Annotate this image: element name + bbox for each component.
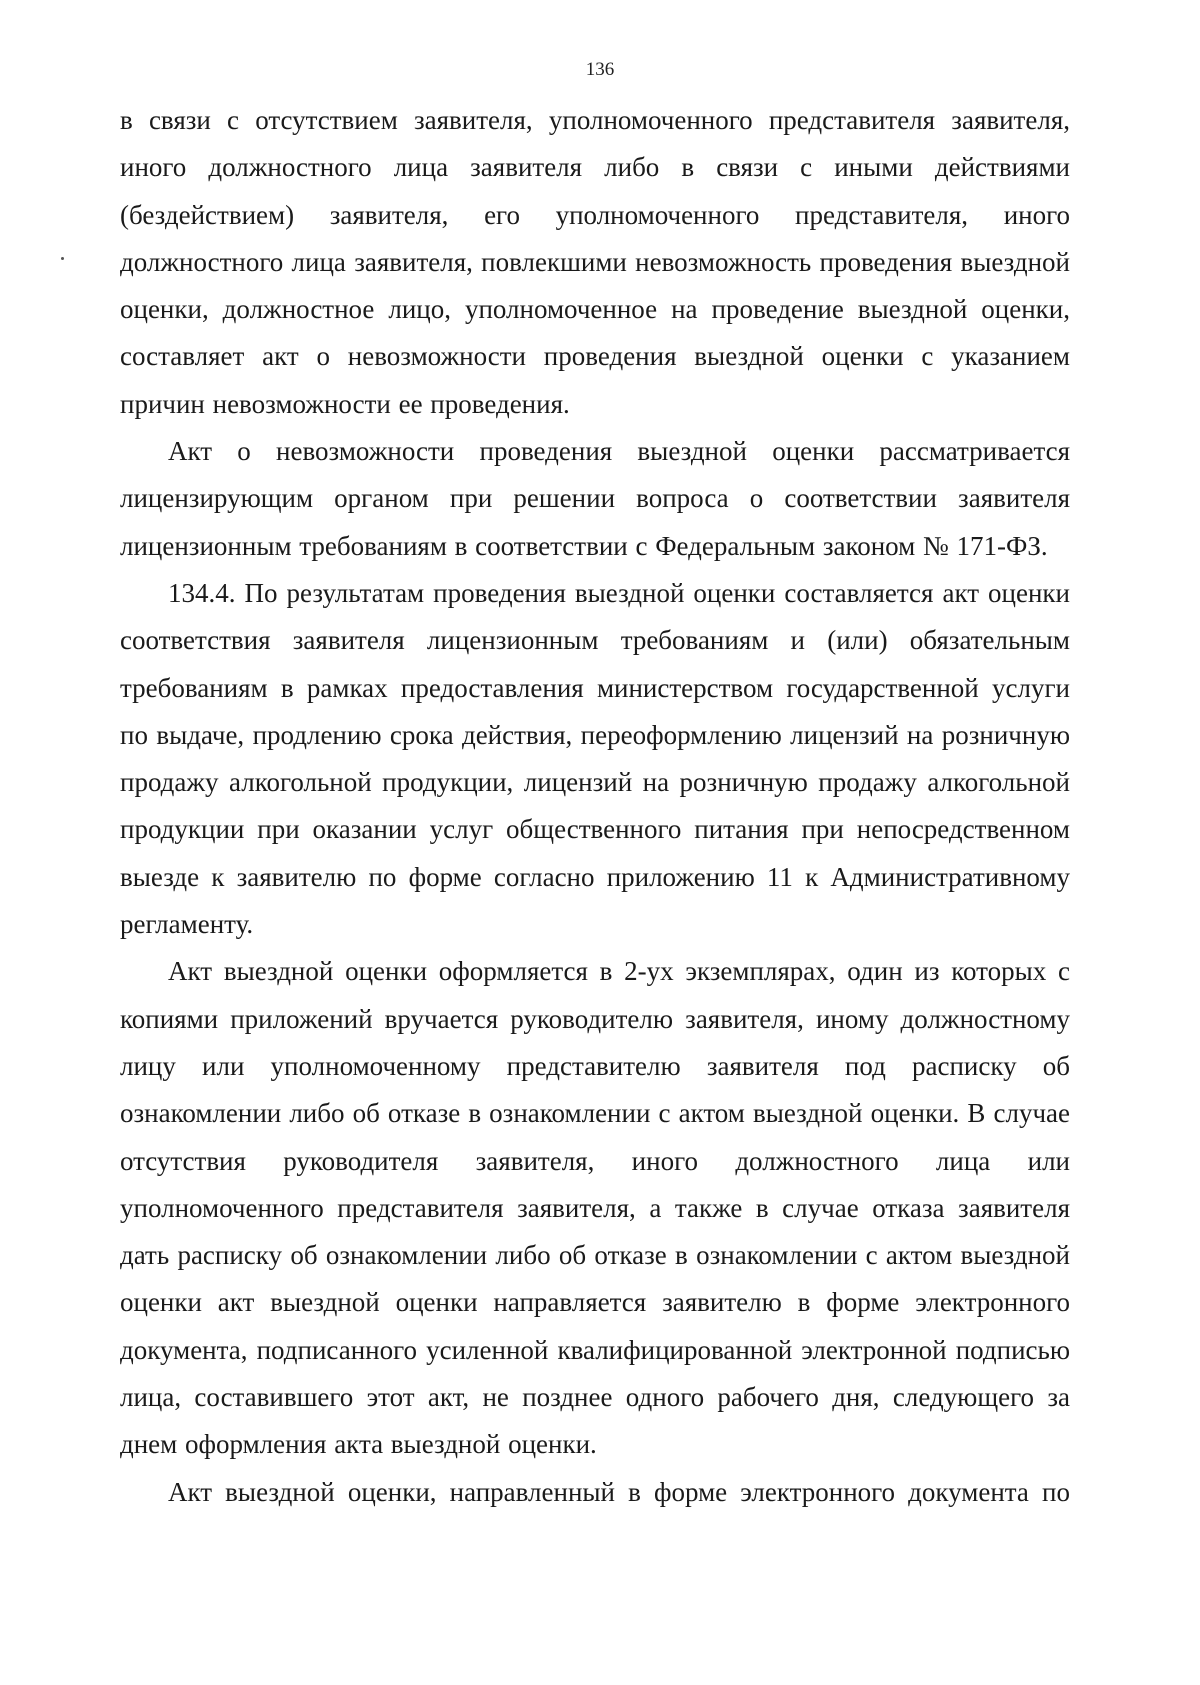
document-body <box>120 97 1070 1516</box>
page-number: 136 <box>585 59 615 80</box>
paragraph-act-copies: Акт выездной оценки оформляется в 2-ух экземплярах, один из которых с копиями приложений вручается руководителю заявителя, иному должностному лицу или уполномоченному представителю заявителя под расписку об ознакомлении либо об отказе в ознакомлении с актом выездной оценки. В случае отсутствия руководителя заявителя, иного должностного лица или уполномоченного представителя заявителя, а также в случае отказа заявителя дать расписку об ознакомлении либо об отказе в ознакомлении с актом выездной оценки акт выездной оценки направляется заявителю в форме электронного документа, подписанного усиленной квалифицированной электронной подписью лица, составившего этот акт, не позднее одного рабочего дня, следующего за днем оформления акта выездной оценки. <box>120 956 1070 1460</box>
paragraph-clause-134-4: 134.4. По результатам проведения выездной оценки составляется акт оценки соответствия заявителя лицензионным требованиям и (или) обязательным требованиям в рамках предоставления министерством государственной услуги по выдаче, продлению срока действия, переоформлению лицензий на розничную продажу алкогольной продукции, лицензий на розничную продажу алкогольной продукции при оказании услуг общественного питания при непосредственном выезде к заявителю по форме согласно приложению 11 к Административному регламенту. <box>120 577 1070 940</box>
paragraph-act-electronic: Акт выездной оценки, направленный в форме электронного документа по <box>168 1476 1070 1507</box>
paragraph-continuation: в связи с отсутствием заявителя, уполномоченного представителя заявителя, иного должностного лица заявителя либо в связи с иными действиями (бездействием) заявителя, его уполномоченного представителя, иного должностного лица заявителя, повлекшими невозможность проведения выездной оценки, должностное лицо, уполномоченное на проведение выездной оценки, составляет акт о невозможности проведения выездной оценки с указанием причин невозможности ее проведения. <box>120 105 1070 419</box>
scan-speck <box>61 257 64 260</box>
paragraph-act-impossibility: Акт о невозможности проведения выездной оценки рассматривается лицензирующим органом при решении вопроса о соответствии заявителя лицензионным требованиям в соответствии с Федеральным законом № 171-ФЗ. <box>120 436 1070 561</box>
